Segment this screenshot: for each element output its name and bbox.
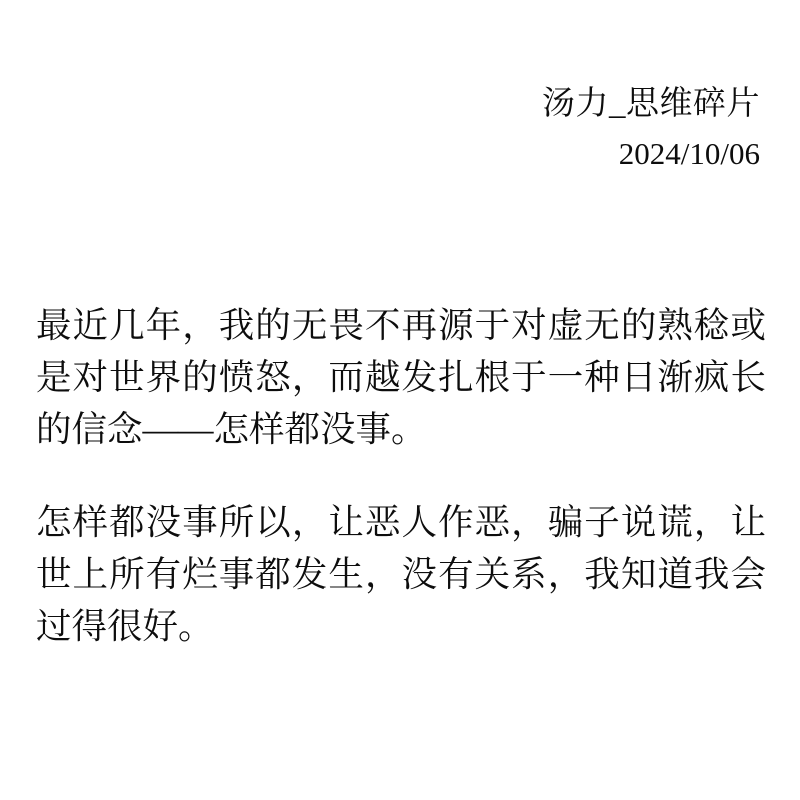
- paragraph: 怎样都没事所以，让恶人作恶，骗子说谎，让世上所有烂事都发生，没有关系，我知道我会过得很好。: [36, 502, 766, 647]
- page-title: 汤力_思维碎片: [542, 86, 760, 122]
- document-header: [542, 82, 760, 174]
- document-date: 2024/10/06: [618, 135, 760, 171]
- document-body: [36, 300, 766, 653]
- paragraph: 最近几年，我的无畏不再源于对虚无的熟稔或是对世界的愤怒，而越发扎根于一种日渐疯长的信念——怎样都没事。: [36, 305, 766, 449]
